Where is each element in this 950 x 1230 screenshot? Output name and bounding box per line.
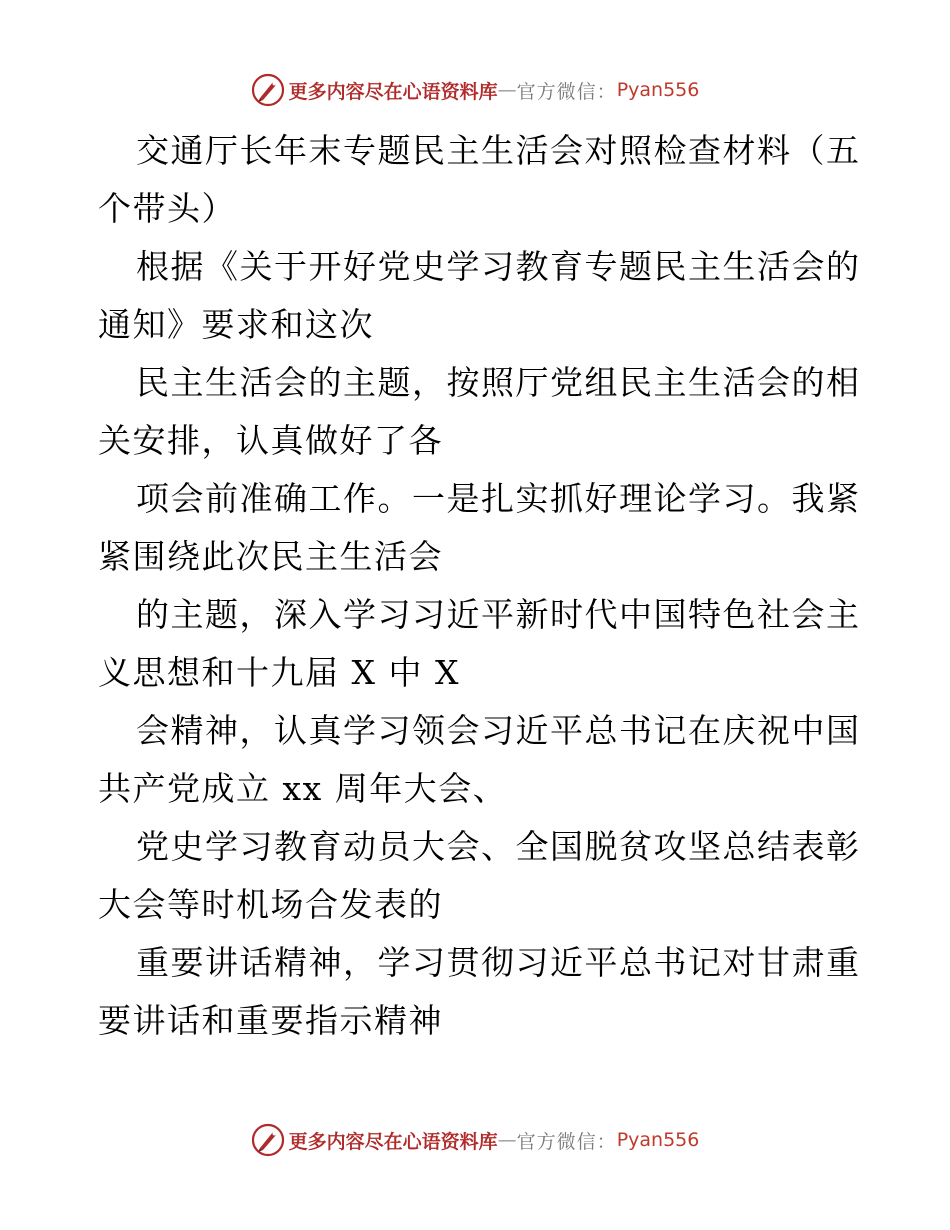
- document-text-line: 共产党成立 xx 周年大会、: [98, 769, 508, 808]
- watermark-dash: —: [497, 1129, 517, 1151]
- document-text-line: 根据《关于开好党史学习教育专题民主生活会的: [136, 247, 861, 286]
- footer-watermark: [0, 1120, 950, 1160]
- quill-pen-logo-icon: [251, 1123, 285, 1157]
- document-text-line: 重要讲话精神，学习贯彻习近平总书记对甘肃重: [136, 943, 861, 982]
- watermark-wechat-id: Pyan556: [616, 79, 700, 101]
- watermark-wechat-label: 官方微信：: [516, 80, 617, 103]
- watermark-wechat-id: Pyan556: [616, 1129, 700, 1151]
- document-text-line: 个带头）: [98, 189, 236, 228]
- quill-pen-logo-icon: [251, 73, 285, 107]
- document-text-line: 的主题，深入学习习近平新时代中国特色社会主: [136, 595, 861, 634]
- document-text-line: 党史学习教育动员大会、全国脱贫攻坚总结表彰: [136, 827, 861, 866]
- document-text-line: 项会前准确工作。一是扎实抓好理论学习。我紧: [136, 479, 861, 518]
- document-text-line: 义思想和十九届 X 中 X: [98, 653, 460, 692]
- watermark-dash: —: [497, 79, 517, 101]
- document-text-line: 关安排，认真做好了各: [98, 421, 443, 460]
- watermark-wechat-label: 官方微信：: [516, 1130, 617, 1153]
- document-text-line: 会精神，认真学习领会习近平总书记在庆祝中国: [136, 711, 861, 750]
- document-text-line: 民主生活会的主题，按照厅党组民主生活会的相: [136, 363, 861, 402]
- document-body: [98, 122, 861, 1050]
- document-text-line: 交通厅长年末专题民主生活会对照检查材料（五: [136, 131, 861, 170]
- watermark-site-text: 更多内容尽在心语资料库: [288, 1130, 498, 1153]
- document-text-line: 要讲话和重要指示精神: [98, 1001, 443, 1040]
- document-text-line: 紧围绕此次民主生活会: [98, 537, 443, 576]
- header-watermark: [0, 70, 950, 110]
- document-text-line: 大会等时机场合发表的: [98, 885, 443, 924]
- document-text-line: 通知》要求和这次: [98, 305, 374, 344]
- watermark-site-text: 更多内容尽在心语资料库: [288, 80, 498, 103]
